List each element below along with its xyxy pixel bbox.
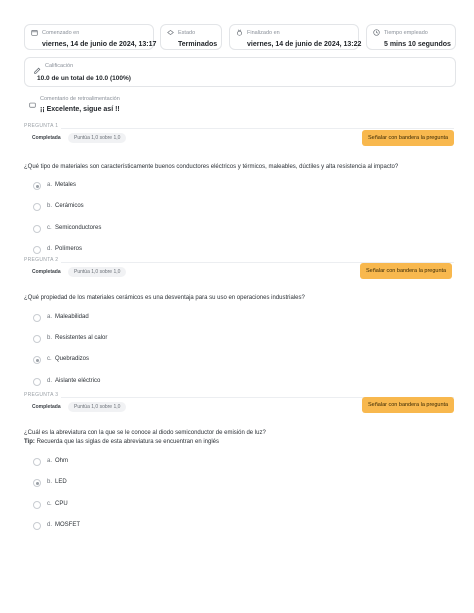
option-text: Metales [55, 182, 77, 188]
option-letter: a. [47, 314, 53, 320]
radio-button[interactable] [33, 501, 41, 509]
radio-button[interactable] [33, 203, 41, 211]
option-text: Maleabilidad [55, 314, 89, 320]
question-status: Completada [32, 404, 61, 410]
started-value: viernes, 14 de junio de 2024, 13:17 [42, 41, 157, 48]
option-text: MOSFET [55, 522, 80, 528]
medal-icon [236, 29, 243, 36]
hint-label: Tip: [24, 439, 35, 445]
radio-button[interactable] [33, 522, 41, 530]
radio-button[interactable] [33, 378, 41, 386]
option-letter: c. [47, 356, 52, 362]
clock-icon [373, 29, 380, 36]
status-icon [167, 29, 174, 36]
radio-button[interactable] [33, 335, 41, 343]
finished-card [229, 24, 362, 50]
question-status: Completada [32, 135, 61, 141]
radio-button[interactable] [33, 314, 41, 322]
question-number: PREGUNTA 3 [24, 392, 61, 398]
option-letter: c. [47, 225, 52, 231]
flag-question-button[interactable]: Señalar con bandera la pregunta [360, 263, 452, 279]
grade-value: 10.0 de un total de 10.0 (100%) [37, 75, 131, 82]
status-card [160, 24, 222, 50]
question-text: ¿Cuál es la abreviatura con la que se le conoce al diodo semiconductor de emisión de luz? [24, 430, 266, 436]
status-value: Terminados [178, 41, 218, 48]
flag-question-button[interactable]: Señalar con bandera la pregunta [362, 130, 454, 146]
radio-button[interactable] [33, 225, 41, 233]
calendar-icon [31, 29, 38, 36]
feedback-value: ¡¡ Excelente, sigue así !! [40, 106, 120, 113]
option-text: Semiconductores [55, 225, 102, 231]
finished-value: viernes, 14 de junio de 2024, 13:22 [247, 41, 362, 48]
option-letter: b. [47, 479, 53, 485]
question-points: Puntúa 1,0 sobre 1,0 [68, 133, 126, 143]
time-value: 5 mins 10 segundos [384, 41, 451, 48]
option-letter: b. [47, 203, 53, 209]
option-letter: a. [47, 458, 53, 464]
started-card [24, 24, 157, 50]
hint-text: Recuerda que las siglas de esta abreviatura se encuentran en inglés [36, 439, 220, 445]
question-points: Puntúa 1,0 sobre 1,0 [68, 267, 126, 277]
option-letter: d. [47, 378, 53, 384]
option-text: Ohm [55, 458, 69, 464]
option-letter: d. [47, 522, 53, 528]
feedback-label: Comentario de retroalimentación [40, 96, 120, 102]
time-card [366, 24, 456, 50]
question-2 [24, 257, 454, 392]
started-label: Comenzado en [42, 30, 80, 36]
question-number: PREGUNTA 1 [24, 123, 61, 129]
grade-card [24, 57, 456, 87]
question-points: Puntúa 1,0 sobre 1,0 [68, 402, 126, 412]
time-label: Tiempo empleado [384, 30, 428, 36]
option-letter: b. [47, 335, 53, 341]
radio-button[interactable] [33, 182, 41, 190]
radio-button[interactable] [33, 479, 41, 487]
radio-button[interactable] [33, 356, 41, 364]
option-letter: d. [47, 246, 53, 252]
question-text: ¿Qué propiedad de los materiales cerámicos es una desventaja para su uso en operaciones industriales? [24, 295, 305, 301]
question-3 [24, 392, 454, 537]
option-text: Cerámicos [55, 203, 84, 209]
option-text: Quebradizos [55, 356, 90, 362]
grade-label: Calificación [45, 63, 74, 69]
question-hint [24, 439, 219, 445]
option-text: CPU [55, 501, 68, 507]
question-number: PREGUNTA 2 [24, 257, 61, 263]
option-letter: a. [47, 182, 53, 188]
question-1 [24, 123, 454, 258]
status-label: Estado [178, 30, 196, 36]
finished-label: Finalizado en [247, 30, 280, 36]
radio-button[interactable] [33, 246, 41, 254]
option-text: Polímeros [55, 246, 83, 252]
feedback-card [24, 94, 458, 118]
option-text: Aislante eléctrico [55, 378, 101, 384]
option-text: Resistentes al calor [55, 335, 108, 341]
flag-question-button[interactable]: Señalar con bandera la pregunta [362, 397, 454, 413]
comment-icon [29, 96, 36, 103]
option-text: LED [55, 479, 67, 485]
pencil-icon [33, 62, 41, 70]
option-letter: c. [47, 501, 52, 507]
question-status: Completada [32, 269, 61, 275]
question-text: ¿Qué tipo de materiales son característicamente buenos conductores eléctricos y térmicos, maleables, dúctiles y alta resistencia al impacto? [24, 164, 399, 170]
radio-button[interactable] [33, 458, 41, 466]
